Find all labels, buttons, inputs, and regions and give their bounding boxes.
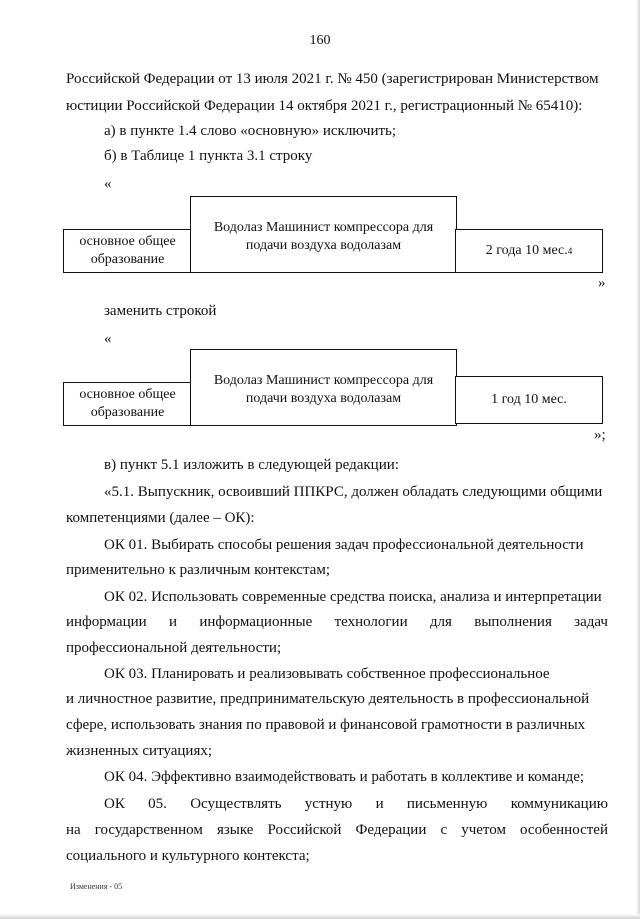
ok05-word: 05. xyxy=(148,796,167,812)
ok05-word: Российской xyxy=(267,822,342,838)
table-old-profession xyxy=(190,196,457,273)
ok02-word: технологии xyxy=(334,614,408,630)
table-old-education xyxy=(63,229,192,273)
ok05-word: с xyxy=(440,822,448,838)
ok03-line-3: сфере, использовать знания по правовой и финансовой грамотности в различных xyxy=(66,717,586,733)
close-quote-1: » xyxy=(598,275,606,291)
ok03-line-2: и личностное развитие, предпринимательскую деятельность в профессиональной xyxy=(66,691,590,707)
table-old-duration-text: 2 года 10 мес. xyxy=(485,243,568,258)
table-new-profession xyxy=(190,349,457,426)
ok02-line-1: ОК 02. Использовать современные средства поиска, анализа и интерпретации xyxy=(104,589,602,605)
p51-line-1: «5.1. Выпускник, освоивший ППКРС, должен обладать следующими общими xyxy=(104,484,603,500)
item-b: б) в Таблице 1 пункта 3.1 строку xyxy=(104,148,313,164)
ok02-word: выполнения xyxy=(474,614,552,630)
table-old-education-text: основное общее образование xyxy=(79,234,176,267)
ok01-line-1: ОК 01. Выбирать способы решения задач профессиональной деятельности xyxy=(104,537,584,553)
ok05-line-1 xyxy=(104,795,608,814)
scan-edge-bottom xyxy=(0,914,640,919)
ok05-word: письменную xyxy=(406,796,488,812)
page-number: 160 xyxy=(309,33,331,48)
table-old-duration xyxy=(455,229,603,273)
ok05-word: языке xyxy=(216,822,254,838)
ok05-word: учетом xyxy=(461,822,506,838)
ok02-word: и xyxy=(168,614,178,630)
ok05-word: государственном xyxy=(94,822,203,838)
intro-line-1: Российской Федерации от 13 июля 2021 г. № 450 (зарегистрирован Министерством xyxy=(66,71,599,87)
ok02-line-2 xyxy=(66,613,608,632)
ok02-word: информации xyxy=(66,614,147,630)
ok05-word: коммуникацию xyxy=(510,796,608,812)
ok01-line-2: применительно к различным контекстам; xyxy=(66,562,330,578)
table-new-profession-text: Водолаз Машинист компрессора для подачи воздуха водолазам xyxy=(213,372,434,406)
ok05-word: устную xyxy=(304,796,353,812)
ok05-word: Федерации xyxy=(355,822,427,838)
table-new-education xyxy=(63,382,192,426)
table-new-duration xyxy=(455,376,603,424)
ok05-word: на xyxy=(66,822,81,838)
ok05-word: особенностей xyxy=(520,822,608,838)
ok02-word: для xyxy=(429,614,452,630)
open-quote-2: « xyxy=(104,331,112,347)
item-a: а) в пункте 1.4 слово «основную» исключить; xyxy=(104,123,397,139)
ok05-line-2 xyxy=(66,821,608,840)
replace-text: заменить строкой xyxy=(104,303,217,319)
p51-line-2: компетенциями (далее – ОК): xyxy=(66,510,255,526)
ok05-word: Осуществлять xyxy=(190,796,282,812)
close-quote-2: »; xyxy=(594,427,606,443)
footer-note: Изменения - 05 xyxy=(70,882,123,891)
ok05-word: ОК xyxy=(104,796,125,812)
open-quote-1: « xyxy=(104,176,112,192)
intro-line-2: юстиции Российской Федерации 14 октября 2021 г., регистрационный № 65410): xyxy=(66,98,583,114)
table-new-duration-text: 1 год 10 мес. xyxy=(491,392,567,407)
ok03-line-1: ОК 03. Планировать и реализовывать собственное профессиональное xyxy=(104,666,550,682)
ok02-word: информационные xyxy=(199,614,313,630)
scan-edge-right xyxy=(636,0,640,919)
ok02-word: задач xyxy=(574,614,608,630)
ok05-line-3: социального и культурного контекста; xyxy=(66,848,310,864)
table-new-education-text: основное общее образование xyxy=(79,387,176,420)
table-old-profession-text: Водолаз Машинист компрессора для подачи воздуха водолазам xyxy=(213,219,434,253)
ok02-line-3: профессиональной деятельности; xyxy=(66,640,282,656)
ok04: ОК 04. Эффективно взаимодействовать и работать в коллективе и команде; xyxy=(104,769,585,785)
footnote-mark: 4 xyxy=(567,246,573,256)
item-v: в) пункт 5.1 изложить в следующей редакции: xyxy=(104,457,399,473)
ok03-line-4: жизненных ситуациях; xyxy=(66,743,213,759)
ok05-word: и xyxy=(375,796,384,812)
